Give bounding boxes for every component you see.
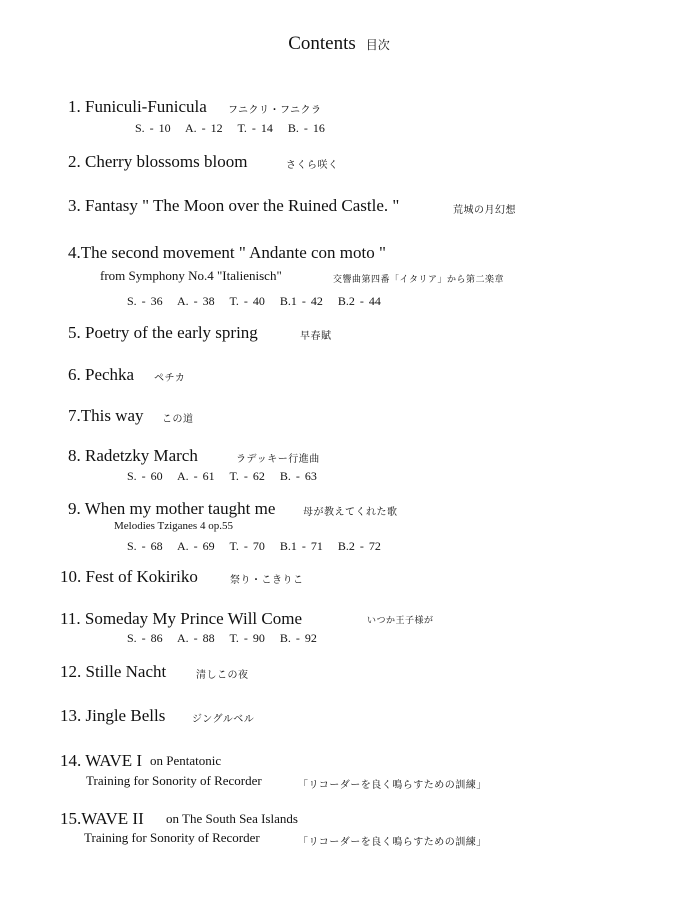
part-page: S. - 68 — [127, 539, 163, 553]
entry-subtitle: Training for Sonority of Recorder — [84, 830, 260, 845]
part-page: A. - 61 — [177, 469, 215, 483]
part-page: B.1 - 42 — [279, 294, 323, 308]
part-page: B.2 - 44 — [337, 294, 381, 308]
entry-subtitle: from Symphony No.4 "Italienisch" — [100, 268, 282, 283]
part-page: T. - 14 — [237, 121, 273, 135]
entry-subtitle-jp: 「リコーダーを良く鳴らすための訓練」 — [298, 837, 487, 848]
entry-title-jp: ペチカ — [154, 373, 186, 384]
part-page: S. - 60 — [127, 469, 163, 483]
part-page: S. - 86 — [127, 631, 163, 645]
entry-title-jp: 母が教えてくれた歌 — [303, 507, 398, 518]
entry-title: 2. Cherry blossoms bloom — [68, 152, 248, 171]
part-page: S. - 36 — [127, 294, 163, 308]
part-pages — [127, 631, 317, 646]
entry-title-jp: さくら咲く — [286, 160, 339, 171]
part-page: B.1 - 71 — [279, 539, 323, 553]
entry-title: 8. Radetzky March — [68, 446, 198, 465]
part-page: T. - 90 — [229, 631, 265, 645]
part-page: S. - 10 — [135, 121, 171, 135]
entry-title: 14. WAVE I — [60, 751, 143, 770]
entry-title: 12. Stille Nacht — [60, 662, 167, 681]
entry-title-jp: この道 — [162, 414, 194, 425]
entry-title: 1. Funiculi-Funicula — [68, 97, 207, 116]
entry-title: 15.WAVE II — [60, 809, 144, 828]
entry-title: 7.This way — [68, 406, 144, 425]
part-pages — [127, 469, 317, 484]
entry-title: 13. Jingle Bells — [60, 706, 166, 725]
part-page: B. - 16 — [287, 121, 325, 135]
entry-title-suffix: on The South Sea Islands — [166, 811, 298, 826]
entry-title: 3. Fantasy " The Moon over the Ruined Castle. " — [68, 196, 400, 215]
entry-subtitle-jp: 交響曲第四番「イタリア」から第二楽章 — [333, 274, 505, 284]
contents-heading-jp: 目次 — [365, 38, 390, 52]
part-pages — [127, 294, 381, 309]
entry-title-jp: フニクリ・フニクラ — [228, 105, 322, 116]
part-pages — [127, 539, 381, 554]
entry-subtitle-jp: 「リコーダーを良く鳴らすための訓練」 — [298, 780, 487, 791]
entry-subtitle: Training for Sonority of Recorder — [86, 773, 262, 788]
entry-title-jp: 祭り・こきりこ — [230, 575, 304, 586]
entry-title-jp: 早春賦 — [300, 331, 332, 342]
entry-title: 5. Poetry of the early spring — [68, 323, 258, 342]
entry-title: 10. Fest of Kokiriko — [60, 567, 198, 586]
part-page: A. - 38 — [177, 294, 215, 308]
entry-title-jp: いつか王子様が — [367, 615, 434, 625]
page-title — [0, 33, 678, 55]
entry-title: 4.The second movement " Andante con moto " — [68, 243, 386, 262]
part-page: B. - 92 — [279, 631, 317, 645]
part-page: B. - 63 — [279, 469, 317, 483]
part-page: B.2 - 72 — [337, 539, 381, 553]
contents-heading: Contents — [288, 33, 356, 54]
entry-title-suffix: on Pentatonic — [150, 753, 222, 768]
entry-title-jp: 荒城の月幻想 — [453, 205, 516, 216]
part-page: T. - 70 — [229, 539, 265, 553]
part-page: T. - 62 — [229, 469, 265, 483]
part-page: T. - 40 — [229, 294, 265, 308]
part-pages — [135, 121, 325, 136]
entry-title: 11. Someday My Prince Will Come — [60, 609, 303, 628]
entry-title-jp: ジングルベル — [192, 714, 255, 725]
entry-title-jp: ラデッキー行進曲 — [236, 454, 320, 465]
part-page: A. - 88 — [177, 631, 215, 645]
entry-title: 6. Pechka — [68, 365, 135, 384]
part-page: A. - 69 — [177, 539, 215, 553]
entry-subtitle: Melodies Tziganes 4 op.55 — [114, 520, 233, 532]
entry-title: 9. When my mother taught me — [68, 499, 276, 518]
part-page: A. - 12 — [185, 121, 223, 135]
entry-title-jp: 清しこの夜 — [196, 670, 249, 681]
